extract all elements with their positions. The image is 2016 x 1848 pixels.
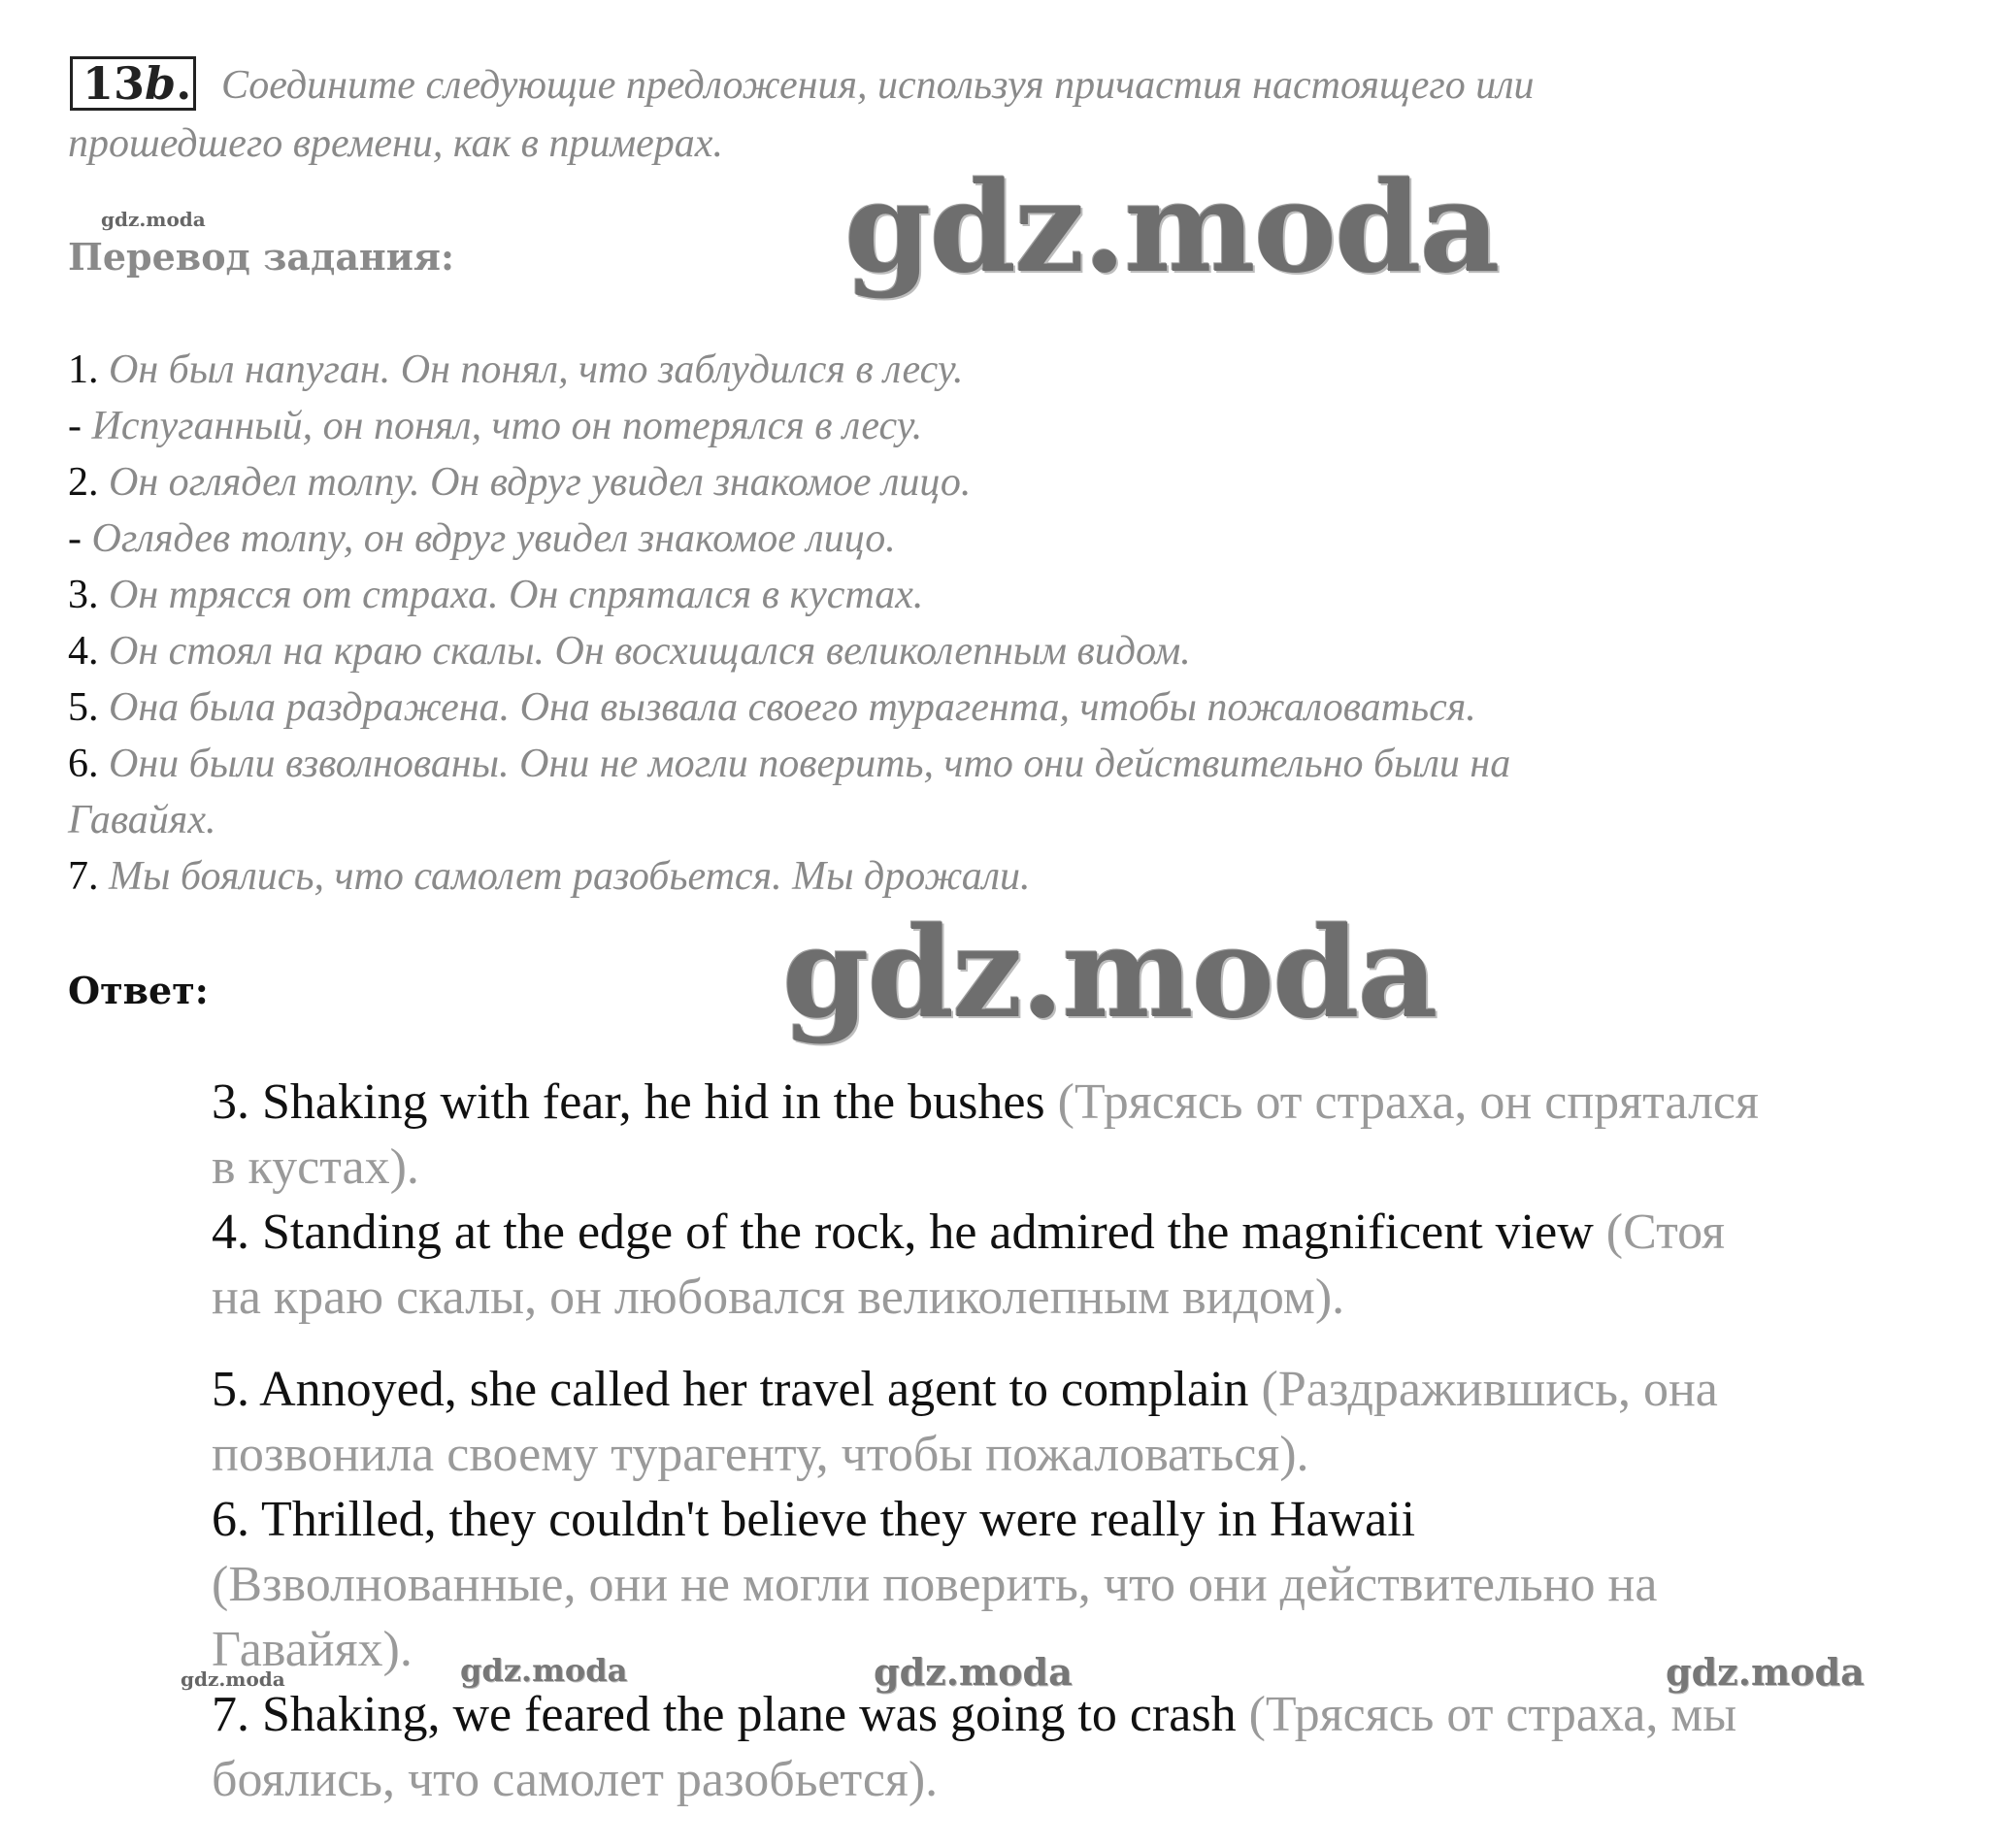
translation-line-number: - bbox=[68, 404, 92, 448]
translation-heading: Перевод задания: bbox=[68, 235, 455, 279]
answer-english: 6. Thrilled, they couldn't believe they were really in Hawaii bbox=[212, 1492, 1416, 1547]
translation-line-text: Он оглядел толпу. Он вдруг увидел знакомое лицо. bbox=[109, 460, 972, 505]
translation-line-number: 1. bbox=[68, 347, 109, 392]
translation-line-number: 2. bbox=[68, 460, 109, 505]
translation-list bbox=[68, 342, 1510, 905]
answer-english: 7. Shaking, we feared the plane was going to crash bbox=[212, 1687, 1249, 1742]
answer-line bbox=[212, 1070, 1759, 1135]
translation-line-text: Мы боялись, что самолет разобьется. Мы дрожали. bbox=[109, 854, 1031, 899]
watermark-small: gdz.moda bbox=[874, 1650, 1073, 1694]
answer-russian: боялись, что самолет разобьется). bbox=[212, 1752, 939, 1807]
translation-line bbox=[68, 679, 1510, 736]
translation-line bbox=[68, 736, 1510, 792]
answer-list bbox=[212, 1070, 1759, 1812]
instruction-line-2: прошедшего времени, как в примерах. bbox=[68, 121, 723, 166]
translation-line bbox=[68, 454, 1510, 511]
task-number: 13 bbox=[83, 57, 146, 110]
task-number-badge bbox=[70, 56, 196, 111]
translation-line-number: - bbox=[68, 516, 92, 561]
answer-english: 3. Shaking with fear, he hid in the bushes bbox=[212, 1074, 1058, 1130]
translation-line-text: Он трясся от страха. Он спрятался в кустах. bbox=[109, 573, 924, 617]
answer-line bbox=[212, 1487, 1759, 1552]
answer-line bbox=[212, 1357, 1759, 1422]
answer-russian: Гавайях). bbox=[212, 1622, 413, 1677]
answer-english: 5. Annoyed, she called her travel agent to complain bbox=[212, 1362, 1262, 1417]
translation-line-text: Он стоял на краю скалы. Он восхищался великолепным видом. bbox=[109, 629, 1191, 674]
answer-russian: (Трясясь от страха, он спрятался bbox=[1057, 1074, 1759, 1130]
answer-russian: (Трясясь от страха, мы bbox=[1248, 1687, 1737, 1742]
answer-russian: (Раздражившись, она bbox=[1261, 1362, 1718, 1417]
task-letter: b bbox=[145, 57, 177, 110]
watermark-small: gdz.moda bbox=[101, 208, 206, 231]
translation-line-text: Оглядев толпу, он вдруг увидел знакомое лицо. bbox=[91, 516, 896, 561]
translation-line-number: 5. bbox=[68, 685, 109, 730]
translation-line-text: Она была раздражена. Она вызвала своего турагента, чтобы пожаловаться. bbox=[109, 685, 1476, 730]
answer-russian: (Взволнованные, они не могли поверить, что они действительно на bbox=[212, 1557, 1658, 1612]
translation-line-number: 7. bbox=[68, 854, 109, 899]
answer-line bbox=[212, 1200, 1759, 1265]
translation-line-number: 6. bbox=[68, 742, 109, 786]
answer-russian: в кустах). bbox=[212, 1139, 419, 1195]
answer-line bbox=[212, 1552, 1759, 1617]
answer-russian: позвонила своему турагенту, чтобы пожаловаться). bbox=[212, 1427, 1309, 1482]
translation-line bbox=[68, 511, 1510, 567]
translation-line bbox=[68, 398, 1510, 454]
translation-line-number: 3. bbox=[68, 573, 109, 617]
translation-line-text: Он был напуган. Он понял, что заблудился в лесу. bbox=[109, 347, 964, 392]
translation-line bbox=[68, 623, 1510, 679]
watermark-small: gdz.moda bbox=[1666, 1650, 1865, 1694]
translation-line-text: Они были взволнованы. Они не могли поверить, что они действительно были на bbox=[109, 742, 1511, 786]
watermark-large: gdz.moda bbox=[782, 901, 1437, 1046]
answer-line bbox=[212, 1265, 1759, 1330]
answer-english: 4. Standing at the edge of the rock, he admired the magnificent view bbox=[212, 1204, 1606, 1260]
answer-line bbox=[212, 1747, 1759, 1812]
translation-line-text: Испуганный, он понял, что он потерялся в лесу. bbox=[91, 404, 923, 448]
translation-line bbox=[68, 567, 1510, 623]
answer-line bbox=[212, 1422, 1759, 1487]
instruction-line-1: Соедините следующие предложения, используя причастия настоящего или bbox=[221, 63, 1535, 108]
answer-russian: на краю скалы, он любовался великолепным видом). bbox=[212, 1270, 1345, 1325]
watermark-small: gdz.moda bbox=[181, 1667, 285, 1691]
answer-line bbox=[212, 1135, 1759, 1200]
answer-heading: Ответ: bbox=[68, 969, 209, 1012]
watermark-large: gdz.moda bbox=[844, 155, 1499, 301]
answer-russian: (Стоя bbox=[1605, 1204, 1726, 1260]
translation-line-number: 4. bbox=[68, 629, 109, 674]
translation-line bbox=[68, 848, 1510, 905]
translation-line bbox=[68, 792, 1510, 848]
task-dot: . bbox=[176, 57, 192, 110]
translation-line bbox=[68, 342, 1510, 398]
translation-line-text: Гавайях. bbox=[68, 798, 216, 842]
watermark-small: gdz.moda bbox=[460, 1652, 628, 1689]
